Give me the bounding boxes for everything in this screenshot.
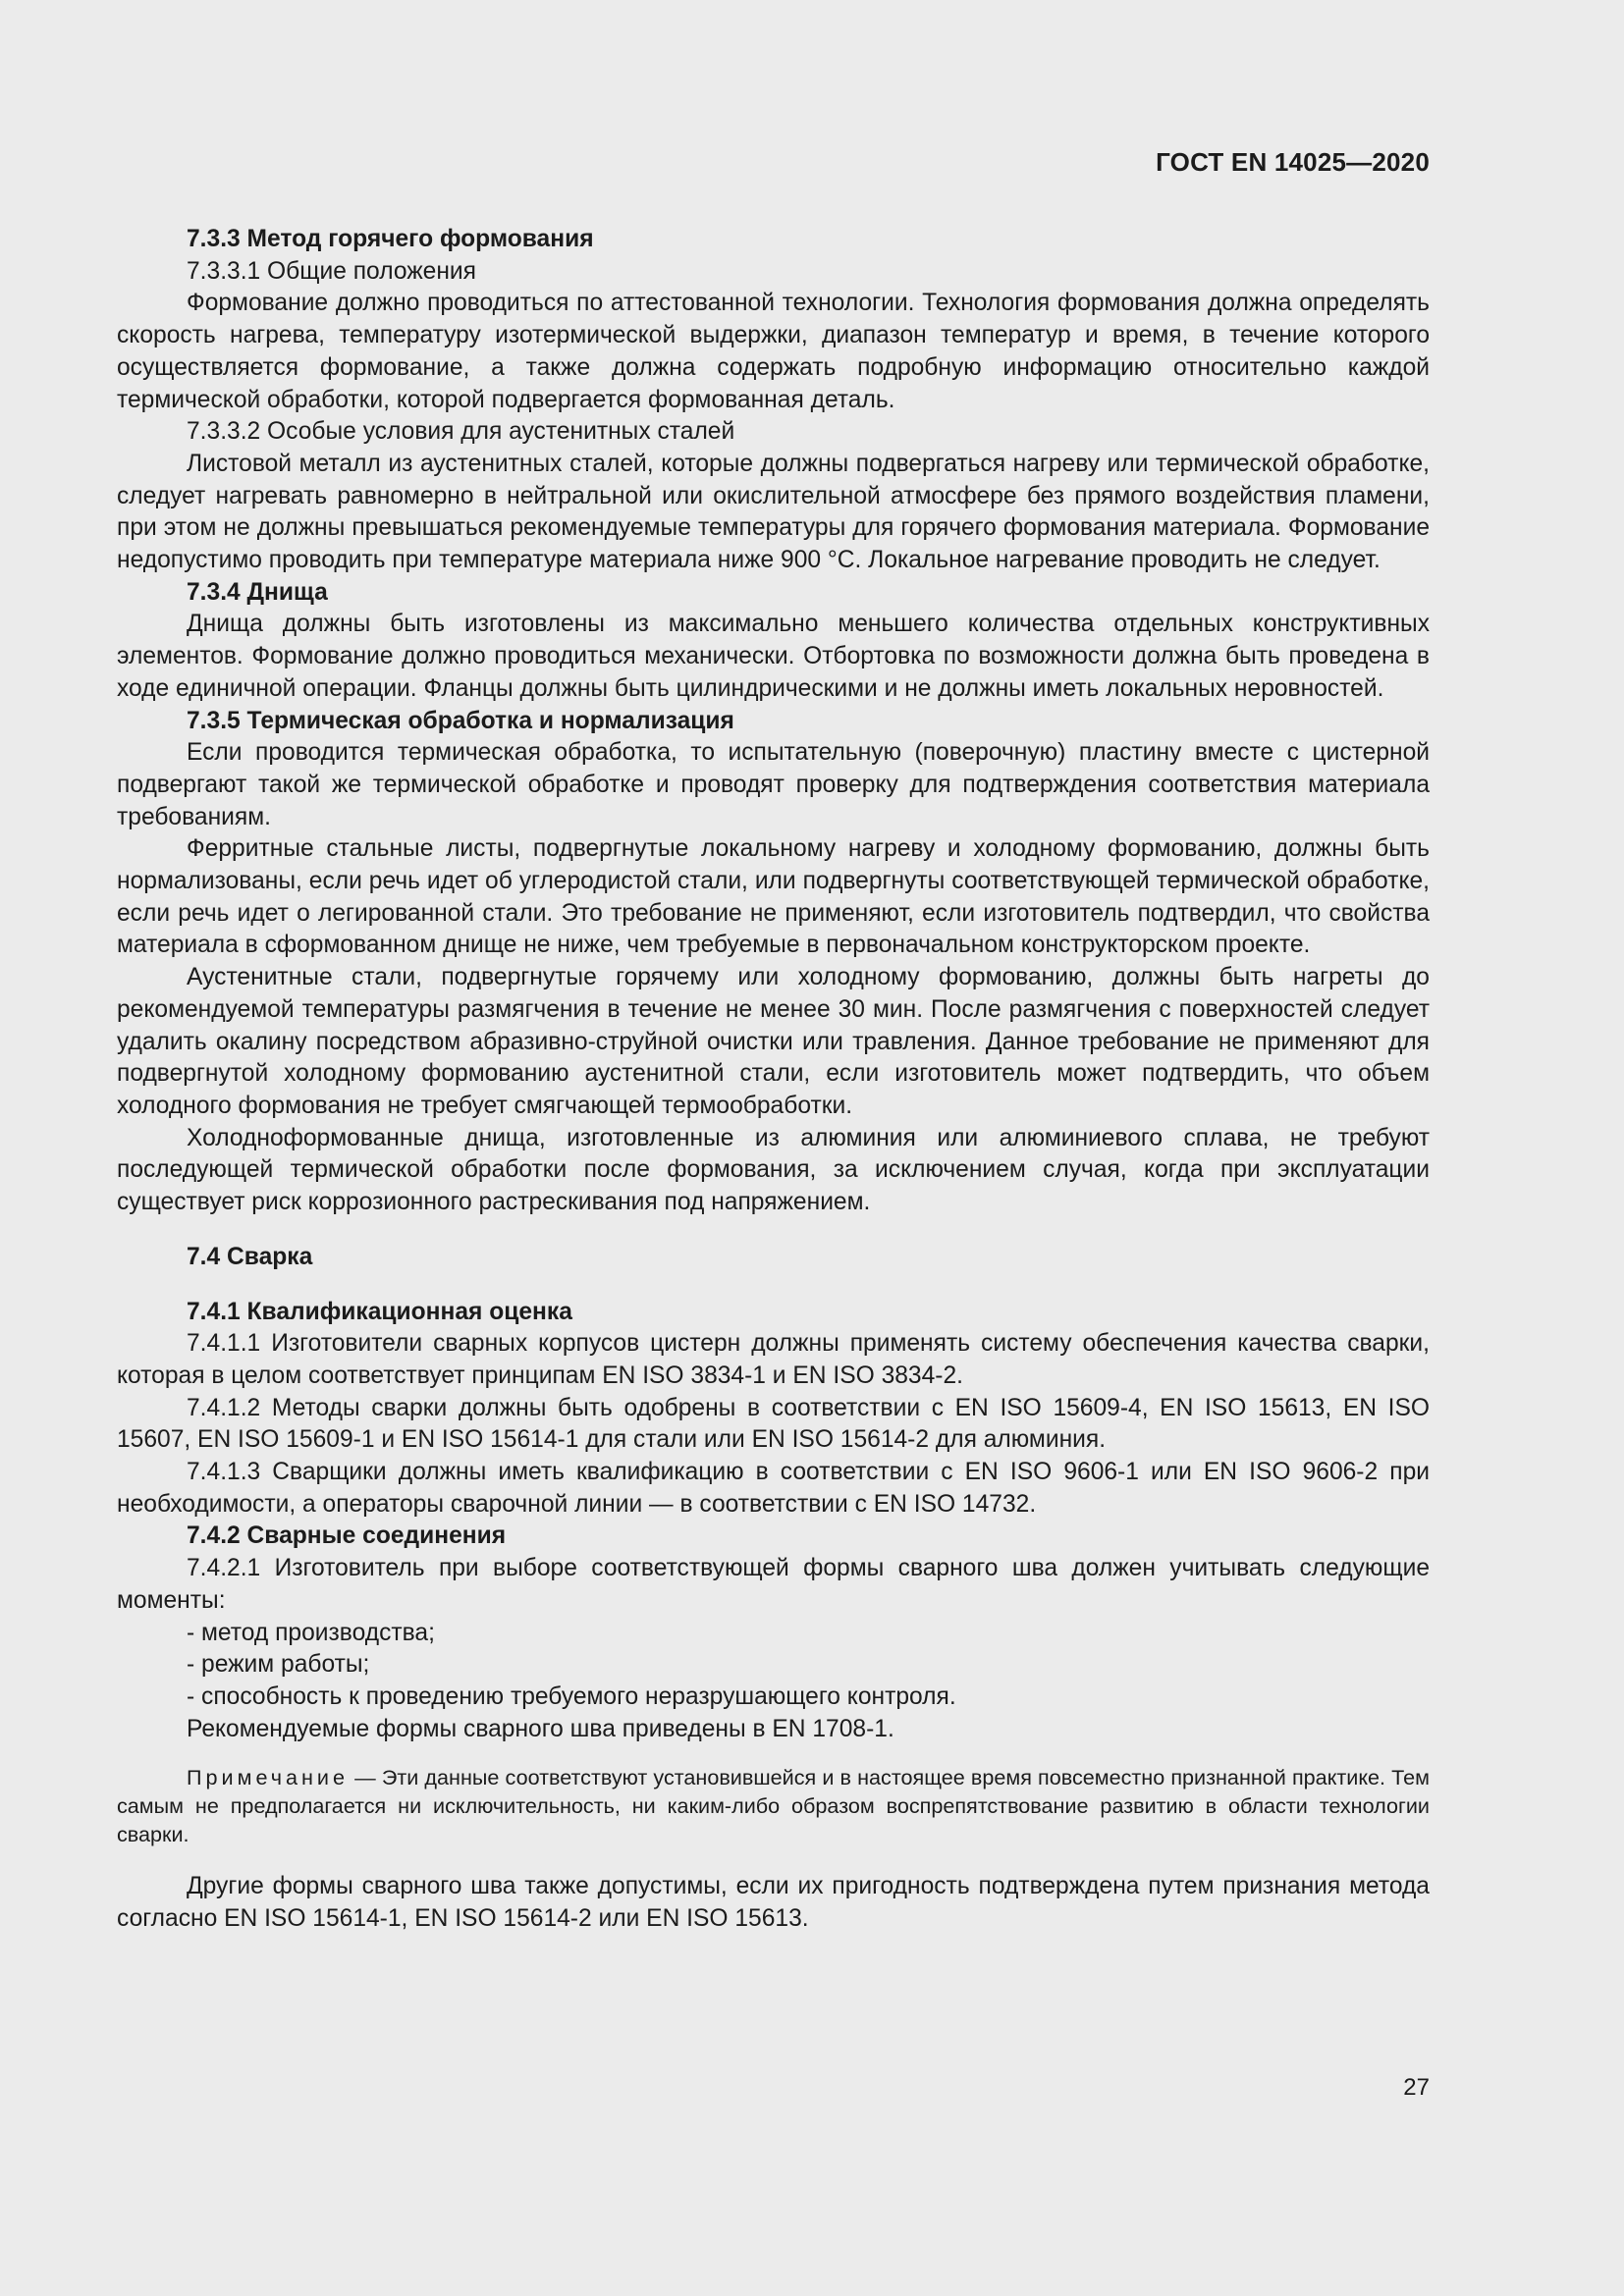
- paragraph: Аустенитные стали, подвергнутые горячему или холодному формованию, должны быть нагреты до рекомендуемой температуры размягчения в течение не менее 30 мин. После размягчения с поверхностей следует удалить окалину посредством абразивно-струйной очистки или травления. Данное требование не применяют для подвергнутой холодному формованию аустенитной стали, если изготовитель может подтвердить, что объем холодного формования не требует смягчающей термообработки.: [117, 964, 1430, 1119]
- subsection-heading-7-3-3-1: 7.3.3.1 Общие положения: [187, 257, 476, 285]
- paragraph: 7.4.1.2 Методы сварки должны быть одобрены в соответствии с EN ISO 15609-4, EN ISO 15613, EN ISO 15607, EN ISO 15609-1 и EN ISO 15614-1 для стали или EN ISO 15614-2 для алюминия.: [117, 1394, 1430, 1454]
- paragraph: Другие формы сварного шва также допустимы, если их пригодность подтверждена путем признания метода согласно EN ISO 15614-1, EN ISO 15614-2 или EN ISO 15613.: [117, 1873, 1430, 1933]
- list-item: - режим работы;: [187, 1651, 370, 1679]
- paragraph: Днища должны быть изготовлены из максимально меньшего количества отдельных конструктивных элементов. Формование должно проводиться механически. Отбортовка по возможности должна быть проведена в ходе единичной операции. Фланцы должны быть цилиндрическими и не должны иметь локальных неровностей.: [117, 611, 1430, 702]
- paragraph: Если проводится термическая обработка, то испытательную (поверочную) пластину вместе с цистерной подвергают такой же термической обработке и проводят проверку для подтверждения соответствия материала требованиям.: [117, 739, 1430, 830]
- paragraph: 7.4.1.1 Изготовители сварных корпусов цистерн должны применять систему обеспечения качества сварки, которая в целом соответствует принципам EN ISO 3834-1 и EN ISO 3834-2.: [117, 1330, 1430, 1389]
- paragraph: 7.4.1.3 Сварщики должны иметь квалификацию в соответствии с EN ISO 9606-1 или EN ISO 9606-2 при необходимости, а операторы сварочной линии — в соответствии с EN ISO 14732.: [117, 1459, 1430, 1518]
- paragraph: Ферритные стальные листы, подвергнутые локальному нагреву и холодному формованию, должны быть нормализованы, если речь идет об углеродистой стали, или подвергнуты соответствующей термической обработке, если речь идет о легированной стали. Это требование не применяют, если изготовитель подтвердил, что свойства материала в сформованном днище не ниже, чем требуемые в первоначальном конструкторском проекте.: [117, 835, 1430, 959]
- document-code-header: ГОСТ EN 14025—2020: [1156, 147, 1430, 177]
- section-heading-7-3-4: 7.3.4 Днища: [187, 578, 328, 606]
- note-text: — Эти данные соответствуют установившейся и в настоящее время повсеместно признанной практике. Тем самым не предполагается ни исключительность, ни каким-либо образом воспрепятствование развитию в области технологии сварки.: [117, 1765, 1430, 1847]
- section-heading-7-3-5: 7.3.5 Термическая обработка и нормализация: [187, 707, 734, 734]
- page-number: 27: [1403, 2074, 1430, 2101]
- section-heading-7-4: 7.4 Сварка: [187, 1243, 313, 1270]
- list-item: - способность к проведению требуемого неразрушающего контроля.: [187, 1682, 956, 1710]
- paragraph: Формование должно проводиться по аттестованной технологии. Технология формования должна определять скорость нагрева, температуру изотермической выдержки, диапазон температур и время, в течение которого осуществляется формование, а также должна содержать подробную информацию относительно каждой термической обработки, которой подвергается формованная деталь.: [117, 290, 1430, 413]
- subsection-heading-7-3-3-2: 7.3.3.2 Особые условия для аустенитных сталей: [187, 418, 735, 446]
- list-item: - метод производства;: [187, 1619, 435, 1646]
- document-body: [117, 224, 1430, 1936]
- section-heading-7-4-2: 7.4.2 Сварные соединения: [187, 1522, 507, 1550]
- note-label: Примечание: [187, 1765, 349, 1790]
- section-heading-7-3-3: 7.3.3 Метод горячего формования: [187, 226, 594, 252]
- paragraph: 7.4.2.1 Изготовитель при выборе соответствующей формы сварного шва должен учитывать следующие моменты:: [117, 1555, 1430, 1614]
- paragraph: Листовой металл из аустенитных сталей, которые должны подвергаться нагреву или термической обработке, следует нагревать равномерно в нейтральной или окислительной атмосфере без прямого воздействия пламени, при этом не должны превышаться рекомендуемые температуры для горячего формования материала. Формование недопустимо проводить при температуре материала ниже 900 °С. Локальное нагревание проводить не следует.: [117, 450, 1430, 574]
- section-heading-7-4-1: 7.4.1 Квалификационная оценка: [187, 1298, 572, 1325]
- paragraph: Холодноформованные днища, изготовленные из алюминия или алюминиевого сплава, не требуют последующей термической обработки после формования, за исключением случая, когда при эксплуатации существует риск коррозионного растрескивания под напряжением.: [117, 1124, 1430, 1216]
- note-block: [117, 1763, 1430, 1848]
- paragraph: Рекомендуемые формы сварного шва приведены в EN 1708-1.: [187, 1715, 894, 1742]
